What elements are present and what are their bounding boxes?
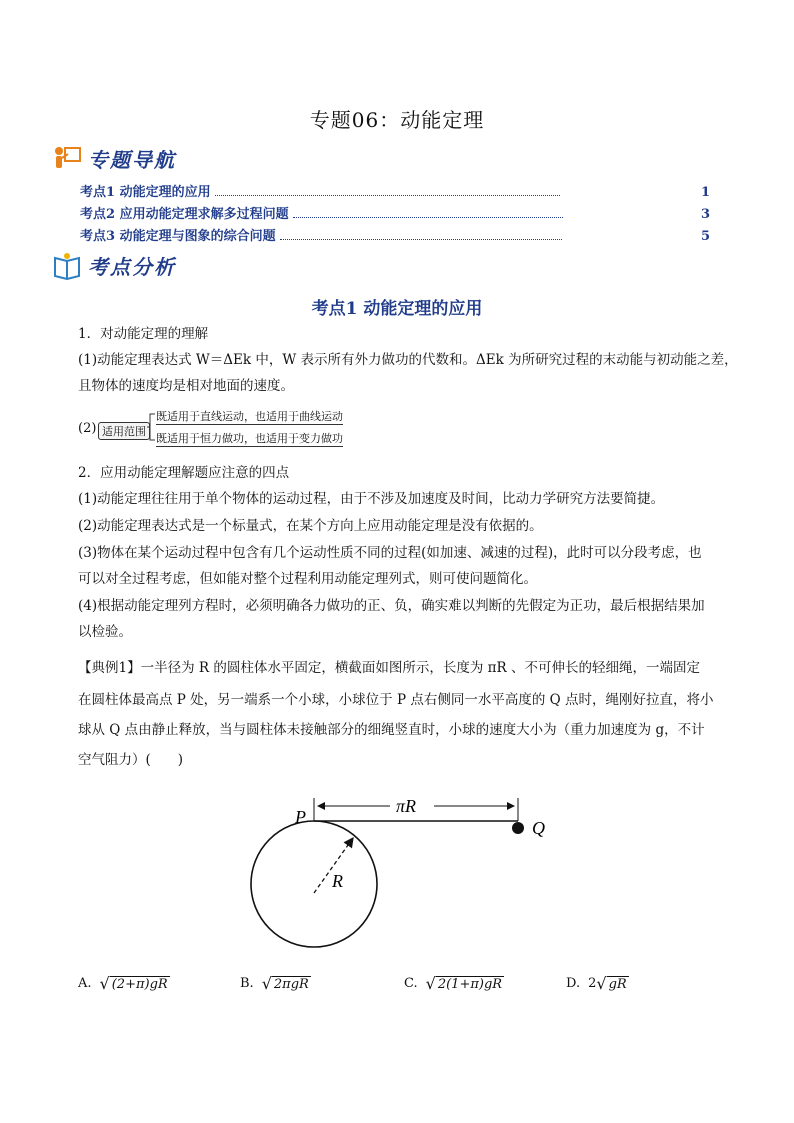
toc-page: 3 <box>700 207 710 222</box>
option-a[interactable] <box>78 974 170 993</box>
scope-brace <box>146 408 156 446</box>
sqrt-icon: √ <box>261 974 272 993</box>
ball <box>512 822 524 834</box>
example-line-1: 【典例1】一半径为 R 的圆柱体水平固定，横截面如图所示，长度为 πR 、不可伸长的轻细绳，一端固定 <box>78 660 700 676</box>
para-1-title: 1．对动能定理的理解 <box>78 326 209 342</box>
toc-page: 1 <box>700 185 710 200</box>
nav-label: 专题导航 <box>88 148 176 172</box>
option-coef: 2 <box>588 976 597 991</box>
toc-leader <box>215 185 560 196</box>
toc-item-text: 考点3 动能定理与图象的综合问题 <box>80 229 276 244</box>
cylinder-circle <box>251 821 377 947</box>
option-expr: 2πgR <box>273 976 309 992</box>
option-letter: A. <box>78 976 92 991</box>
option-letter: B. <box>240 976 254 991</box>
toc-page: 5 <box>700 229 710 244</box>
option-expr: (2+π)gR <box>111 976 168 992</box>
option-b[interactable] <box>240 974 311 993</box>
toc-item-2[interactable] <box>80 203 710 222</box>
scope-prefix: (2) <box>78 421 97 436</box>
option-c[interactable] <box>404 974 504 993</box>
sqrt-icon: √ <box>425 974 436 993</box>
section-heading: 考点1 动能定理的应用 <box>311 299 483 319</box>
cylinder-figure <box>240 792 560 972</box>
scope-line-2: 既适用于恒力做功，也适用于变力做功 <box>156 432 343 445</box>
sqrt-icon: √ <box>99 974 110 993</box>
option-letter: D. <box>566 976 581 991</box>
analysis-label: 考点分析 <box>88 255 176 279</box>
book-icon <box>52 252 82 280</box>
teacher-icon <box>52 145 82 173</box>
radius-label: R <box>332 871 343 891</box>
toc-item-text: 考点2 应用动能定理求解多过程问题 <box>80 207 289 222</box>
example-line-3: 球从 Q 点由静止释放，当与圆柱体未接触部分的细绳竖直时，小球的速度大小为（重力加速度为 g，不计 <box>78 722 705 738</box>
point-3-a: (3)物体在某个运动过程中包含有几个运动性质不同的过程(如加速、减速的过程)，此时可以分段考虑，也 <box>78 545 702 561</box>
point-1: (1)动能定理往往用于单个物体的运动过程，由于不涉及加速度及时间，比动力学研究方法要简捷。 <box>78 491 665 507</box>
toc-item-text: 考点1 动能定理的应用 <box>80 185 211 200</box>
example-line-4: 空气阻力）( ) <box>78 752 184 768</box>
example-line-2: 在圆柱体最高点 P 处，另一端系一个小球，小球位于 P 点右侧同一水平高度的 Q 点时，绳刚好拉直，将小 <box>78 692 714 708</box>
nav-header <box>52 144 176 173</box>
toc-item-3[interactable] <box>80 225 710 244</box>
scope-diagram <box>78 408 378 448</box>
point-4-a: (4)根据动能定理列方程时，必须明确各力做功的正、负，确实难以判断的先假定为正功，最后根据结果加 <box>78 598 705 614</box>
option-letter: C. <box>404 976 418 991</box>
toc-leader <box>280 229 562 240</box>
page-title: 专题06：动能定理 <box>309 108 485 132</box>
para-1-line-a: (1)动能定理表达式 W＝ΔEk 中，W 表示所有外力做功的代数和。ΔEk 为所研究过程的末动能与初动能之差， <box>78 352 738 368</box>
point-p-label: P <box>295 807 306 827</box>
point-q-label: Q <box>532 818 545 838</box>
point-4-b: 以检验。 <box>78 624 132 640</box>
scope-box: 适用范围 <box>98 422 150 440</box>
point-3-b: 可以对全过程考虑，但如能对整个过程利用动能定理列式，则可使问题简化。 <box>78 571 537 587</box>
scope-line-1: 既适用于直线运动，也适用于曲线运动 <box>156 410 343 423</box>
para-1-line-b: 且物体的速度均是相对地面的速度。 <box>78 378 294 394</box>
option-expr: 2(1+π)gR <box>437 976 503 992</box>
sqrt-icon: √ <box>596 974 607 993</box>
point-2: (2)动能定理表达式是一个标量式，在某个方向上应用动能定理是没有依据的。 <box>78 518 543 534</box>
length-label: πR <box>396 796 417 816</box>
analysis-header <box>52 251 176 280</box>
toc-leader <box>293 207 563 218</box>
option-expr: gR <box>608 976 627 992</box>
para-2-title: 2．应用动能定理解题应注意的四点 <box>78 465 290 481</box>
toc-item-1[interactable] <box>80 181 710 200</box>
option-d[interactable] <box>566 974 629 993</box>
